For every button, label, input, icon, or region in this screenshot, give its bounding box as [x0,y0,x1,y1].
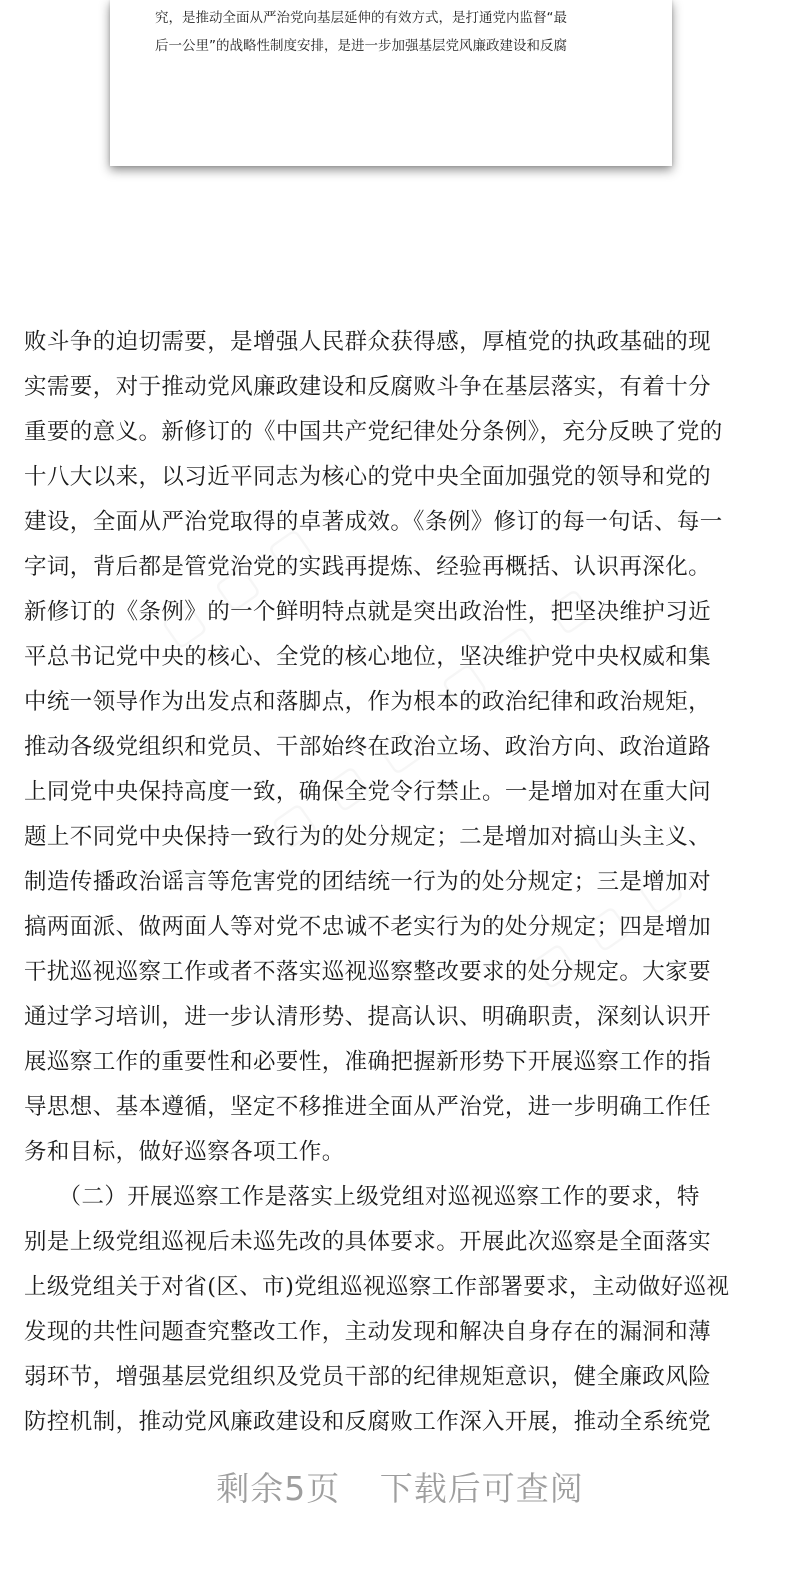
body-line: 十八大以来，以习近平同志为核心的党中央全面加强党的领导和党的 [24,464,712,490]
body-line: 字词，背后都是管党治党的实践再提炼、经验再概括、认识再深化。 [24,554,712,580]
card-line: 后一公里”的战略性制度安排，是进一步加强基层党风廉政建设和反腐 [155,38,567,54]
body-line: 制造传播政治谣言等危害党的团结统一行为的处分规定；三是增加对 [24,869,712,895]
preview-page-card [110,0,672,166]
body-line: 败斗争的迫切需要，是增强人民群众获得感，厚植党的执政基础的现 [24,329,712,355]
body-line: 建设，全面从严治党取得的卓著成效。《条例》修订的每一句话、每一 [24,509,723,535]
body-line: 上级党组关于对省(区、市)党组巡视巡察工作部署要求，主动做好巡视 [24,1274,730,1300]
body-line: 搞两面派、做两面人等对党不忠诚不老实行为的处分规定；四是增加 [24,914,712,940]
body-line: 上同党中央保持高度一致，确保全党令行禁止。一是增加对在重大问 [24,779,712,805]
download-action-label: 下载后可查阅 [379,1469,584,1508]
body-line: 推动各级党组织和党员、干部始终在政治立场、政治方向、政治道路 [24,734,712,760]
body-line: 实需要，对于推动党风廉政建设和反腐败斗争在基层落实，有着十分 [24,374,712,400]
body-line: 防控机制，推动党风廉政建设和反腐败工作深入开展，推动全系统党 [24,1409,712,1435]
remaining-pages-label: 剩余5页 [216,1469,341,1508]
body-line: 展巡察工作的重要性和必要性，准确把握新形势下开展巡察工作的指 [24,1049,712,1075]
card-line: 究，是推动全面从严治党向基层延伸的有效方式，是打通党内监督“最 [155,10,567,26]
body-line: 干扰巡视巡察工作或者不落实巡视巡察整改要求的处分规定。大家要 [24,959,712,985]
body-line: 重要的意义。新修订的《中国共产党纪律处分条例》，充分反映了党的 [24,419,723,445]
body-line: 题上不同党中央保持一致行为的处分规定；二是增加对搞山头主义、 [24,824,712,850]
body-line: 弱环节，增强基层党组织及党员干部的纪律规矩意识，健全廉政风险 [24,1364,712,1390]
body-line: 通过学习培训，进一步认清形势、提高认识、明确职责，深刻认识开 [24,1004,712,1030]
body-line: 新修订的《条例》的一个鲜明特点就是突出政治性，把坚决维护习近 [24,599,712,625]
download-to-read-banner[interactable] [0,1463,800,1510]
body-line: 发现的共性问题查究整改工作，主动发现和解决自身存在的漏洞和薄 [24,1319,712,1345]
body-line: 导思想、基本遵循，坚定不移推进全面从严治党，进一步明确工作任 [24,1094,712,1120]
body-line: （二）开展巡察工作是落实上级党组对巡视巡察工作的要求，特 [24,1184,700,1210]
preview-card-text [155,4,635,60]
body-line: 平总书记党中央的核心、全党的核心地位，坚决维护党中央权威和集 [24,644,712,670]
document-body [24,320,776,1445]
body-line: 务和目标，做好巡察各项工作。 [24,1139,345,1165]
body-line: 中统一领导作为出发点和落脚点，作为根本的政治纪律和政治规矩， [24,689,712,715]
body-line: 别是上级党组巡视后未巡先改的具体要求。开展此次巡察是全面落实 [24,1229,712,1255]
